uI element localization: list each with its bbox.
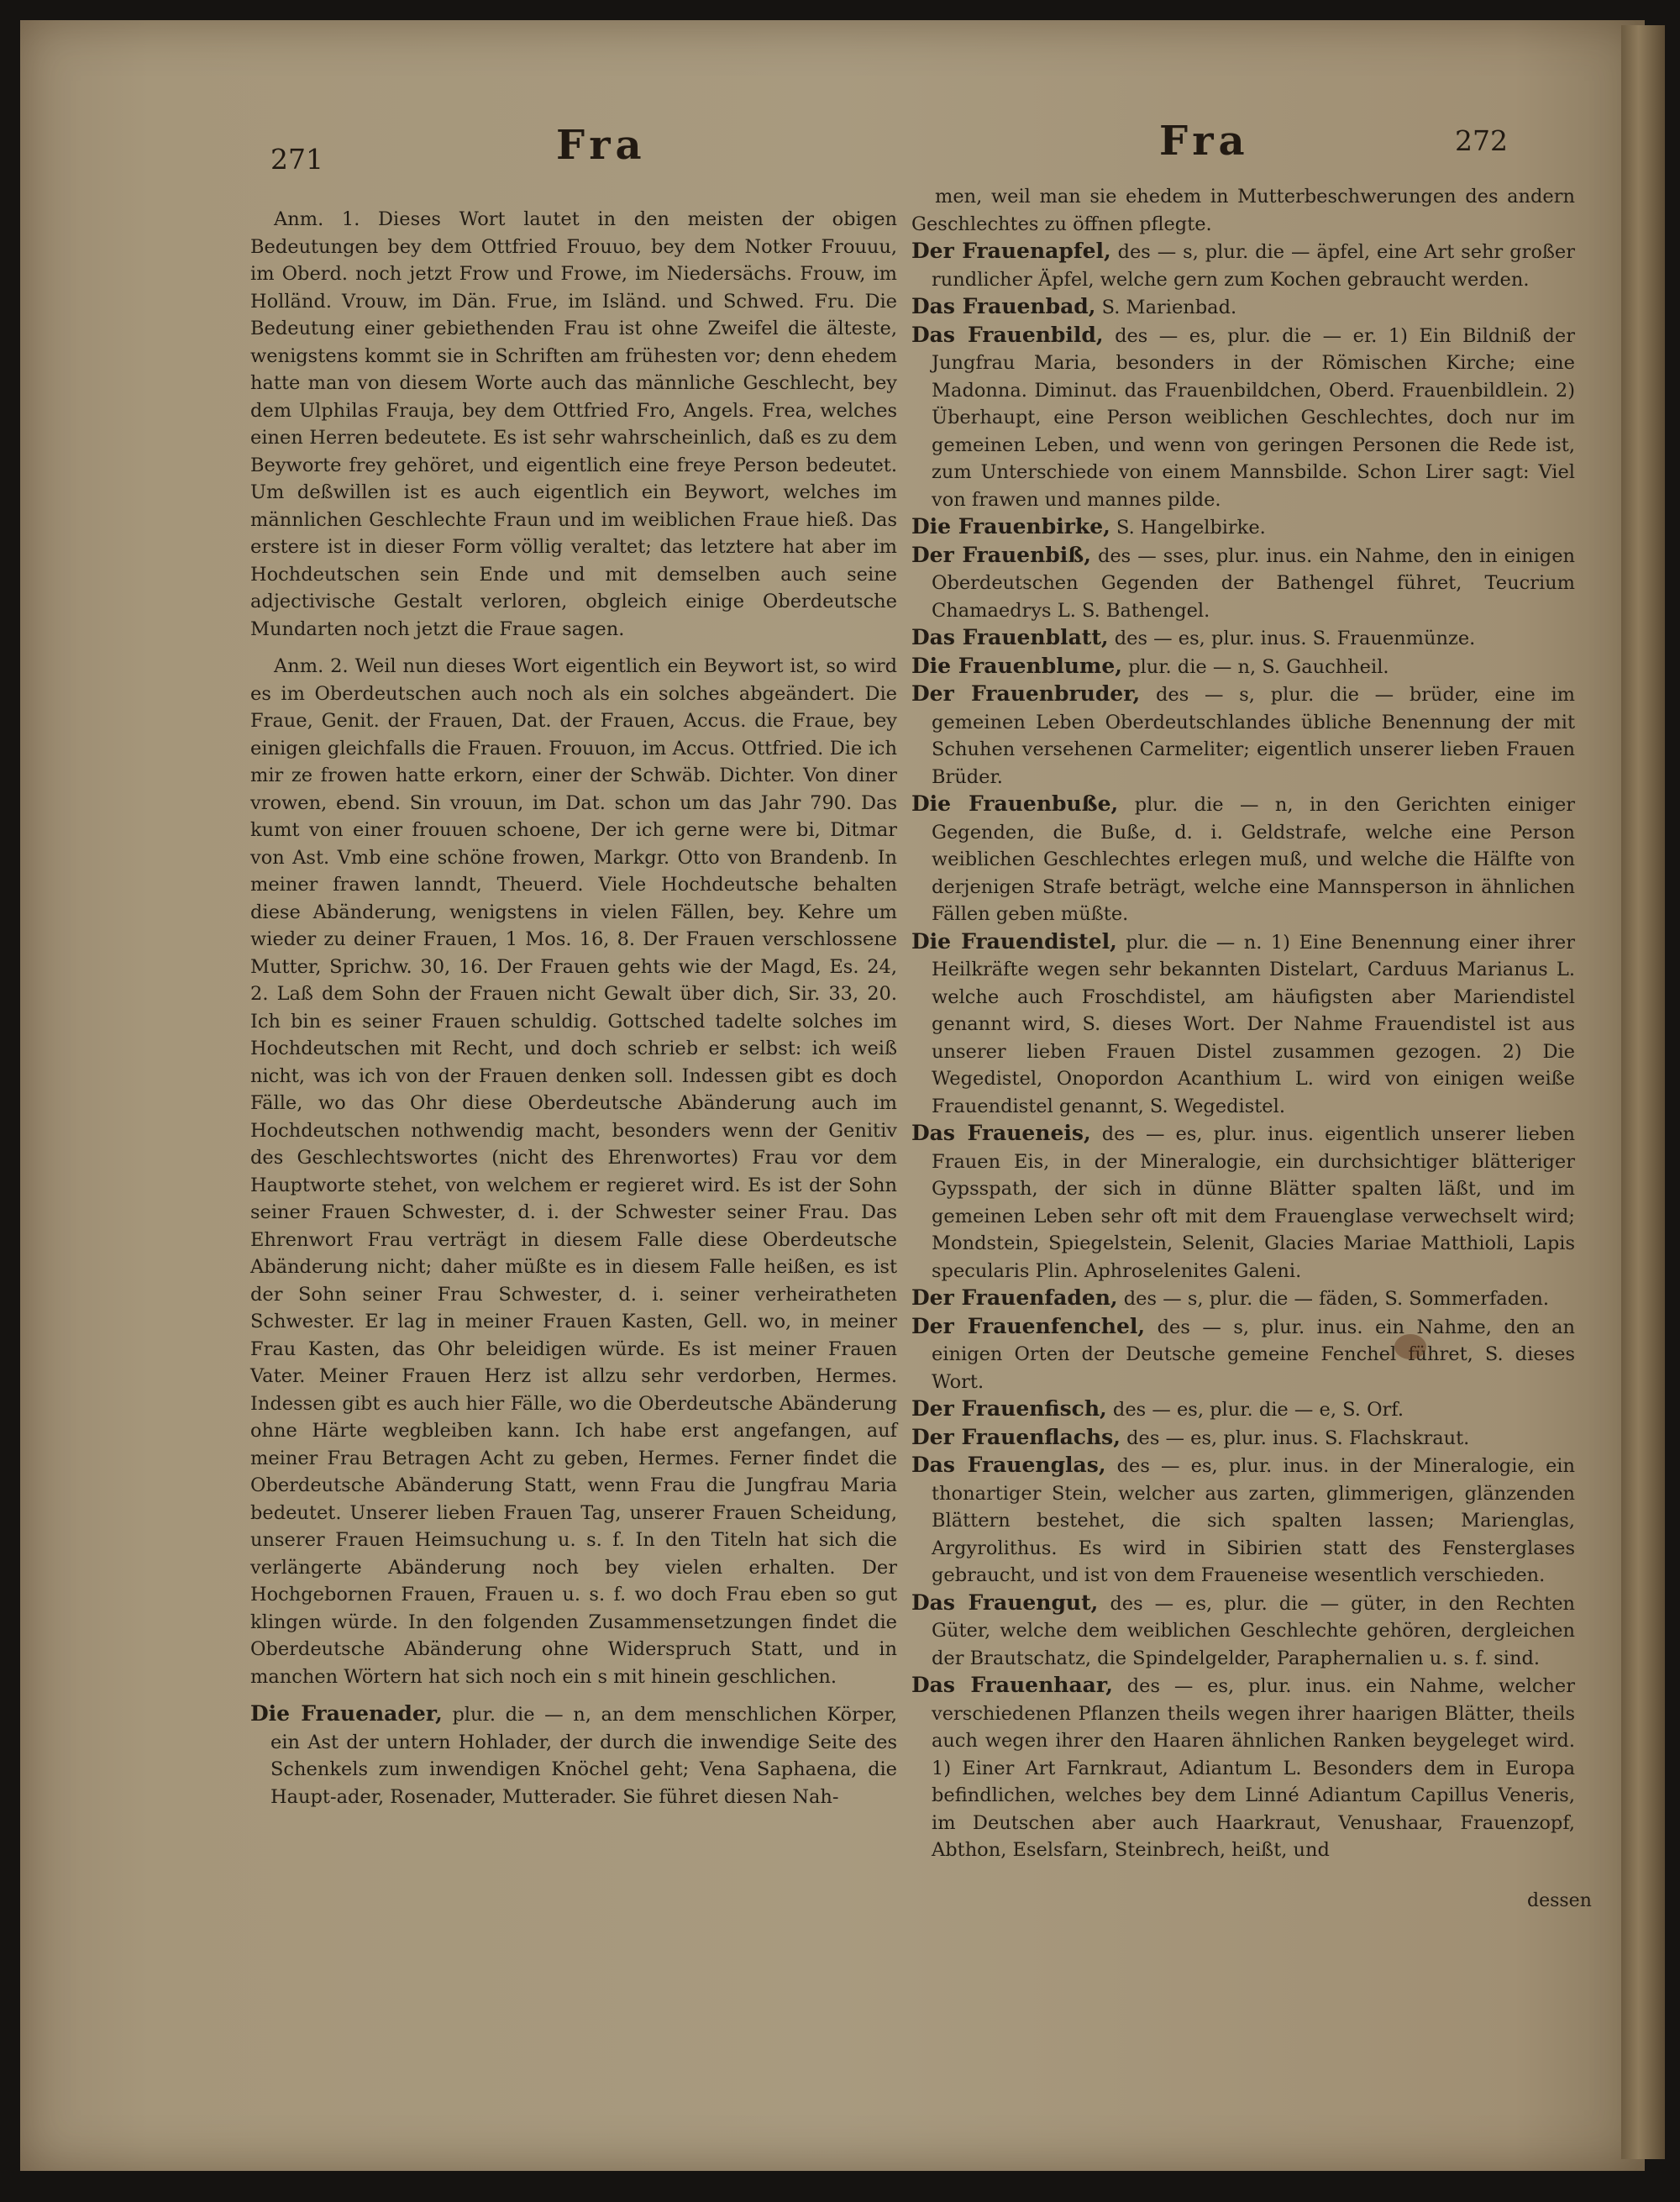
- note-anm-2: Anm. 2. Weil nun dieses Wort eigentlich ein Beywort ist, so wird es im Oberdeutschen auch noch als ein solches abgeändert. Die Fraue, Genit. der Frauen, Dat. der Frauen, Accus. die Fraue, bey einigen gleichfalls die Frauen. Frouuon, im Accus. Ottfried. Die ich mir ze frowen hatte erkorn, einer der Schwäb. Dichter. Von diner vrowen, ebend. Sin vrouun, im Dat. schon um das Jahr 790. Das kumt von einer frouuen schoene, Der ich gerne were bi, Ditmar von Ast. Vmb eine schöne frowen, Markgr. Otto von Brandenb. In meiner frawen lanndt, Theuerd. Viele Hochdeutsche behalten diese Abänderung, wenigstens in vielen Fällen, bey. Kehre um wieder zu deiner Frauen, 1 Mos. 16, 8. Der Frauen verschlossene Mutter, Sprichw. 30, 16. Der Frauen gehts wie der Magd, Es. 24, 2. Laß dem Sohn der Frauen nicht Gewalt über dich, Sir. 33, 20. Ich bin es seiner Frauen schuldig. Gottsched tadelte solches im Hochdeutschen mit Recht, und doch schrieb er selbst: ich weiß nicht, was ich von der Frauen denken soll. Indessen gibt es doch Fälle, wo das Ohr diese Oberdeutsche Abänderung auch im Hochdeutschen nothwendig macht, besonders wenn der Genitiv des Geschlechtswortes (nicht des Ehrenwortes) Frau vor dem Hauptworte stehet, von welchem er regieret wird. Es ist der Sohn seiner Frauen Schwester, d. i. der Schwester seiner Frau. Das Ehrenwort Frau verträgt in diesem Falle diese Oberdeutsche Abänderung nicht; daher müßte es in diesem Falle heißen, es ist der Sohn seiner Frau Schwester, d. i. seiner verheiratheten Schwester. Er lag in meiner Frauen Kasten, Gell. wo, in meiner Frau Kasten, das Ohr beleidigen würde. Es ist meiner Frauen Vater. Meiner Frauen Herz ist allzu sehr verdorben, Hermes. Indessen gibt es auch hier Fälle, wo die Oberdeutsche Abänderung ohne Härte wegbleiben kann. Ich habe erst angefangen, auf meiner Frau Betragen Acht zu geben, Hermes. Ferner findet die Oberdeutsche Abänderung Statt, wenn Frau die Jungfrau Maria bedeutet. Unserer lieben Frauen Tag, unserer Frauen Scheidung, unserer Frauen Heimsuchung u. s. f. In den Titeln hat sich die verlängerte Abänderung noch bey vielen erhalten. Der Hochgebornen Frauen, Frauen u. s. f. wo doch Frau eben so gut klingen würde. In den folgenden Zusammensetzungen findet die Oberdeutsche Abänderung ohne Widerspruch Statt, und in manchen Wörtern hat sich noch ein s mit hinein geschlichen.: [250, 655, 897, 1688]
- dictionary-entry: [911, 238, 1575, 293]
- dictionary-entry: [911, 928, 1575, 1121]
- stain: [1394, 1334, 1426, 1359]
- catchword: dessen: [1527, 1890, 1592, 1911]
- entry-body: des — es, plur. inus. ein Nahme, welcher verschiedenen Pflanzen theils wegen ihrer haarigen Blätter, theils auch wegen ihrer den Haaren ähnlichen Ranken beygeleget wird. 1) Einer Art Farnkraut, Adiantum L. Besonders dem in Europa befindlichen, welches bey dem Linné Adiantum Capillus Veneris, im Deutschen aber auch Haarkraut, Venushaar, Frauenzopf, Abthon, Eselsfarn, Steinbrech, heißt, und: [932, 1675, 1575, 1861]
- page-edge: [1621, 25, 1665, 2159]
- headword: Der Frauenfaden,: [911, 1285, 1118, 1310]
- right-running-head: Fra: [1159, 118, 1250, 165]
- left-running-head: Fra: [556, 122, 647, 169]
- dictionary-entry: [911, 624, 1575, 653]
- dictionary-entry: [911, 1313, 1575, 1396]
- entry-body: des — es, plur. inus. S. Flachskraut.: [1126, 1427, 1470, 1449]
- headword: Die Frauenbuße,: [911, 791, 1119, 816]
- dictionary-entry: [911, 293, 1575, 322]
- dictionary-entry: [911, 513, 1575, 542]
- dictionary-entry: [911, 1285, 1575, 1313]
- headword: Der Frauenbruder,: [911, 681, 1141, 706]
- entry-body: des — es, plur. inus. eigentlich unserer lieben Frauen Eis, in der Mineralogie, ein durchsichtiger blätteriger Gypsspath, der sich in dünne Blätter spalten läßt, und im gemeinen Leben sehr oft mit dem Frauenglase verwechselt wird; Mondstein, Spiegelstein, Selenit, Glacies Mariae Matthioli, Lapis specularis Plin. Aphroselenites Galeni.: [932, 1123, 1575, 1282]
- entry-body: des — es, plur. die — e, S. Orf.: [1112, 1399, 1404, 1421]
- headword: Die Frauenbirke,: [911, 514, 1110, 539]
- dictionary-entry: [911, 791, 1575, 928]
- dictionary-entry: [911, 322, 1575, 514]
- entry-body: plur. die — n, S. Gauchheil.: [1128, 655, 1389, 678]
- entry-body: plur. die — n, in den Gerichten einiger Gegenden, die Buße, d. i. Geldstrafe, welche eine Person weiblichen Geschlechtes erlegen muß, und welche die Hälfte von derjenigen Strafe beträgt, welche eine Mannsperson in ähnlichen Fällen geben müßte.: [932, 794, 1576, 925]
- entry-body: des — es, plur. inus. S. Frauenmünze.: [1114, 628, 1476, 649]
- entry-body: des — s, plur. die — brüder, eine im gemeinen Leben Oberdeutschlandes übliche Benennung der mit Schuhen versehenen Carmeliter; eigentlich unserer lieben Frauen Brüder.: [932, 684, 1576, 788]
- dictionary-entry: [911, 1424, 1575, 1453]
- dictionary-entry: [911, 653, 1575, 681]
- headword: Die Frauenader,: [250, 1701, 443, 1726]
- dictionary-entry: [911, 1590, 1575, 1673]
- headword: Der Frauenapfel,: [911, 239, 1111, 263]
- left-column: [250, 206, 897, 1810]
- headword: Das Frauenbad,: [911, 294, 1096, 318]
- headword: Das Fraueneis,: [911, 1121, 1091, 1145]
- dictionary-entry: [911, 1452, 1575, 1590]
- headword: Die Frauendistel,: [911, 928, 1117, 954]
- headword: Das Frauenglas,: [911, 1453, 1106, 1477]
- entry-frauenader: [250, 1700, 897, 1810]
- dictionary-entry: [911, 1672, 1575, 1864]
- headword: Das Frauenbild,: [911, 322, 1104, 347]
- entry-body: des — s, plur. die — fäden, S. Sommerfaden.: [1123, 1288, 1550, 1310]
- entry-body: des — es, plur. die — er. 1) Ein Bildniß der Jungfrau Maria, besonders in der Römischen Kirche; eine Madonna. Diminut. das Frauenbildchen, Oberd. Frauenbildlein. 2) Überhaupt, eine Person weiblichen Geschlechtes, doch nur im gemeinen Leben, und wenn von geringen Personen die Rede ist, zum Unterschiede von einem Mannsbilde. Schon Lirer sagt: Viel von frawen und mannes pilde.: [932, 324, 1575, 511]
- entry-body: des — s, plur. die — äpfel, eine Art sehr großer rundlicher Äpfel, welche gern zum Kochen gebraucht werden.: [932, 241, 1576, 291]
- entry-body: S. Hangelbirke.: [1116, 517, 1266, 539]
- entry-body: S. Marienbad.: [1101, 297, 1237, 318]
- headword: Der Frauenfenchel,: [911, 1313, 1146, 1338]
- headword: Das Frauenhaar,: [911, 1673, 1113, 1697]
- entry-list: [911, 238, 1575, 1864]
- headword: Der Frauenflachs,: [911, 1424, 1121, 1449]
- entry-body: des — es, plur. die — güter, in den Rechten Güter, welche dem weiblichen Geschlechte gehören, dergleichen der Brautschatz, die Spindelgelder, Paraphernalien u. s. f. sind.: [932, 1592, 1575, 1669]
- right-page-number: 272: [1455, 124, 1508, 157]
- dictionary-entry: [911, 1395, 1575, 1424]
- dictionary-entry: [911, 681, 1575, 791]
- entry-body: plur. die — n. 1) Eine Benennung einer ihrer Heilkräfte wegen sehr bekannten Distelart, Carduus Marianus L. welche auch Froschdistel, am häufigsten aber Mariendistel genannt wird, S. dieses Wort. Der Nahme Frauendistel ist aus unserer lieben Frauen Distel zusammen gezogen. 2) Die Wegedistel, Onopordon Acanthium L. wird von einigen weiße Frauendistel genannt, S. Wegedistel.: [932, 931, 1575, 1117]
- entry-body: des — s, plur. inus. ein Nahme, den an einigen Orten der Deutsche gemeine Fenchel führet, S. dieses Wort.: [932, 1316, 1575, 1393]
- headword: Das Frauengut,: [911, 1590, 1099, 1615]
- entry-body: des — sses, plur. inus. ein Nahme, den in einigen Oberdeutschen Gegenden der Bathengel führet, Teucrium Chamaedrys L. S. Bathengel.: [932, 544, 1575, 622]
- continuation-text: men, weil man sie ehedem in Mutterbeschwerungen des andern Geschlechtes zu öffnen pflegte.: [911, 186, 1575, 235]
- dictionary-entry: [911, 1120, 1575, 1285]
- left-page-number: 271: [270, 143, 323, 176]
- headword: Der Frauenbiß,: [911, 542, 1091, 567]
- dictionary-entry: [911, 542, 1575, 625]
- entry-body: plur. die — n, an dem menschlichen Körper, ein Ast der untern Hohlader, der durch die inwendige Seite des Schenkels zum inwendigen Knöchel geht; Vena Saphaena, die Haupt-ader, Rosenader, Mutterader. Sie führet diesen Nah-: [270, 1704, 898, 1808]
- headword: Der Frauenfisch,: [911, 1396, 1107, 1421]
- headword: Das Frauenblatt,: [911, 625, 1109, 649]
- headword: Die Frauenblume,: [911, 653, 1122, 678]
- note-anm-1: Anm. 1. Dieses Wort lautet in den meisten der obigen Bedeutungen bey dem Ottfried Frouuo, bey dem Notker Frouuu, im Oberd. noch jetzt Frow und Frowe, im Niedersächs. Frouw, im Holländ. Vrouw, im Dän. Frue, im Isländ. und Schwed. Fru. Die Bedeutung einer gebiethenden Frau ist ohne Zweifel die älteste, wenigstens kommt sie in Schriften am frühesten vor; denn ehedem hatte man von diesem Worte auch das männliche Geschlecht, bey dem Ulphilas Frauja, bey dem Ottfried Fro, Angels. Frea, welches einen Herren bedeutete. Es ist sehr wahrscheinlich, daß es zu dem Beyworte frey gehöret, und eigentlich eine freye Person bedeutet. Um deßwillen ist es auch eigentlich ein Beywort, welches im männlichen Geschlechte Fraun und im weiblichen Fraue hieß. Das erstere ist in dieser Form völlig veraltet; das letztere hat aber im Hochdeutschen sein Ende und mit demselben auch seine adjectivische Gestalt verloren, obgleich einige Oberdeutsche Mundarten noch jetzt die Fraue sagen.: [250, 208, 897, 640]
- entry-body: des — es, plur. inus. in der Mineralogie, ein thonartiger Stein, welcher aus zarten, glimmerigen, glänzenden Blättern bestehet, die sich spalten lassen; Marienglas, Argyrolithus. Es wird in Sibirien statt des Fensterglases gebraucht, und ist von dem Fraueneise wesentlich verschieden.: [932, 1455, 1575, 1586]
- right-column: [911, 183, 1575, 1864]
